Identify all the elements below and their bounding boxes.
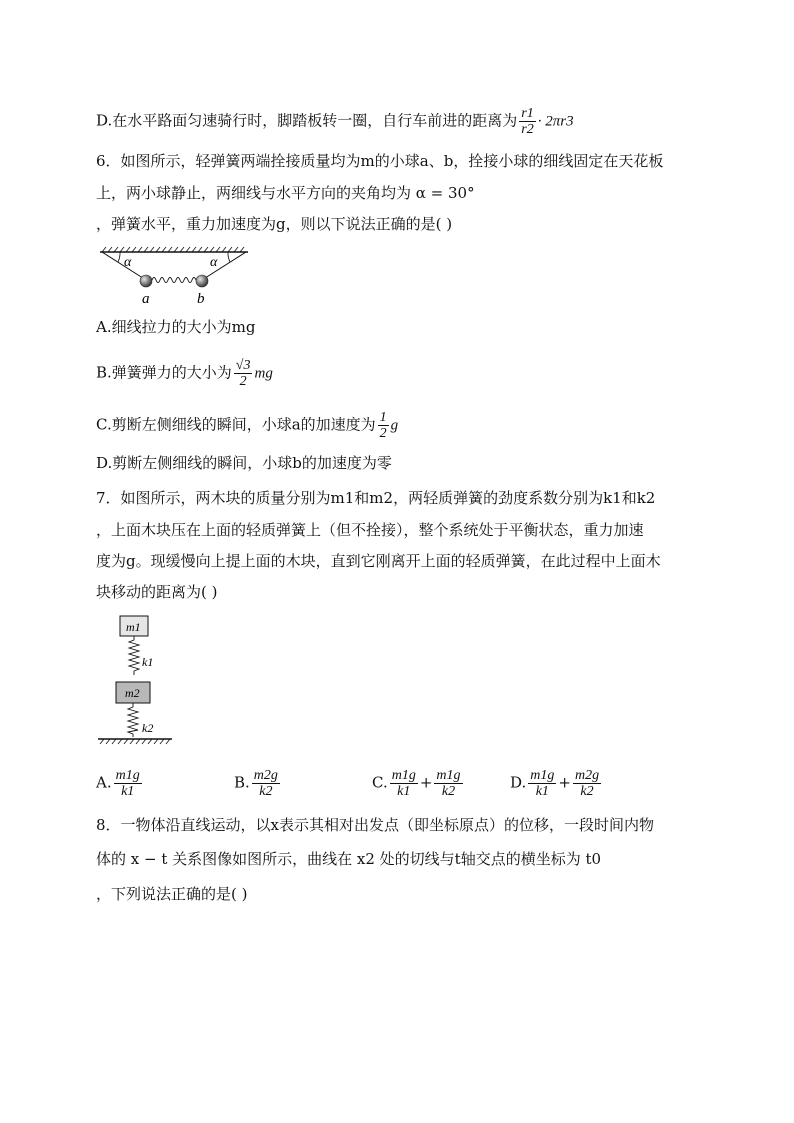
q6-stem-line2: 上，两小球静止，两细线与水平方向的夹角均为 α = 30° (96, 184, 475, 202)
q6-figure (96, 244, 256, 306)
q7-option-d-fraction-2 (573, 768, 601, 799)
plus-sign: + (419, 773, 433, 792)
option-label: B. (234, 773, 250, 792)
fraction-denominator: k2 (441, 784, 456, 799)
fraction-numerator: m1g (530, 768, 555, 783)
angle-left-label: α (124, 255, 132, 270)
q6-option-c-prefix: C.剪断左侧细线的瞬间，小球a的加速度为 (96, 415, 376, 434)
option-label: D. (510, 773, 527, 792)
q7-stem-line3: 度为g。现缓慢向上提上面的木块，直到它刚离开上面的轻质弹簧，在此过程中上面木 (96, 552, 661, 570)
q7-option-d-fraction-1 (528, 768, 556, 799)
q8-stem-line1: 8．一物体沿直线运动，以x表示其相对出发点（即坐标原点）的位移，一段时间内物 (96, 816, 655, 834)
q6-option-b (96, 358, 273, 389)
q6-stem-line3: ，弹簧水平，重力加速度为g，则以下说法正确的是( ) (96, 215, 453, 233)
ball-b (196, 275, 208, 287)
fraction-numerator: √3 (235, 358, 251, 373)
fraction-denominator: k1 (121, 784, 135, 799)
q7-option-c (372, 768, 465, 799)
q6-option-a: A.细线拉力的大小为mg (96, 318, 256, 336)
angle-right-label: α (210, 255, 218, 270)
fraction-denominator: 2 (379, 426, 387, 441)
q7-stem-line1: 7．如图所示，两木块的质量分别为m1和m2，两轻质弹簧的劲度系数分别为k1和k2 (96, 489, 656, 507)
fraction-numerator: m2g (574, 768, 600, 783)
q7-option-a (96, 768, 144, 799)
fraction-numerator: 1 (379, 410, 387, 425)
fraction-denominator: r2 (521, 122, 534, 137)
q6-option-c-suffix: g (390, 417, 399, 434)
q7-option-b-fraction (252, 768, 280, 799)
q6-option-b-prefix: B.弹簧弹力的大小为 (96, 363, 232, 382)
fraction-numerator: m1g (436, 768, 461, 783)
q5-option-d (96, 106, 574, 137)
plus-sign: + (558, 773, 571, 792)
spring-k2 (128, 703, 138, 737)
q7-option-d (510, 768, 603, 799)
ball-a (140, 275, 152, 287)
spring-k1-label: k1 (142, 655, 154, 669)
spring-k2-label: k2 (142, 721, 154, 735)
q5-option-d-fraction (519, 106, 535, 137)
fraction-numerator: m2g (253, 768, 278, 783)
q5-option-d-tail: · 2πr3 (537, 113, 574, 130)
fraction-denominator: k1 (397, 784, 411, 799)
option-label: A. (96, 773, 112, 792)
ball-a-label: a (142, 291, 150, 306)
spring (152, 278, 200, 283)
fraction-denominator: k2 (580, 784, 594, 799)
ceiling-hatch (100, 247, 248, 252)
q6-option-b-suffix: mg (254, 365, 273, 382)
option-label: C. (372, 773, 388, 792)
q7-option-c-fraction-2 (434, 768, 462, 799)
q6-stem-line1: 6．如图所示，轻弹簧两端拴接质量均为m的小球a、b，拴接小球的细线固定在天花板 (96, 152, 664, 170)
ball-b-label: b (197, 291, 205, 306)
fraction-denominator: 2 (239, 374, 247, 389)
q7-option-a-fraction (114, 768, 142, 799)
q6-option-c-fraction (378, 410, 389, 441)
q6-option-c (96, 410, 398, 441)
fraction-denominator: k2 (259, 784, 273, 799)
q7-option-b (234, 768, 282, 799)
q5-option-d-text: D.在水平路面匀速骑行时，脚踏板转一圈，自行车前进的距离为 (96, 111, 518, 130)
q7-option-c-fraction-1 (390, 768, 418, 799)
block-m2-label: m2 (125, 686, 140, 700)
fraction-denominator: k1 (535, 784, 549, 799)
spring-k1 (129, 636, 139, 675)
q8-stem-line2: 体的 x − t 关系图像如图所示，曲线在 x2 处的切线与t轴交点的横坐标为 t0 (96, 850, 602, 868)
fraction-numerator: r1 (521, 106, 534, 121)
q7-stem-line2: ，上面木块压在上面的轻质弹簧上（但不拴接），整个系统处于平衡状态，重力加速 (96, 521, 644, 539)
q6-option-d: D.剪断左侧细线的瞬间，小球b的加速度为零 (96, 454, 392, 472)
fraction-numerator: m1g (115, 768, 140, 783)
right-string (202, 252, 246, 280)
ground-hatch (98, 739, 172, 744)
block-m1-label: m1 (126, 620, 141, 634)
fraction-numerator: m1g (391, 768, 416, 783)
q7-stem-line4: 块移动的距离为( ) (96, 583, 218, 601)
q6-option-b-fraction (234, 358, 253, 389)
q8-stem-line3: ，下列说法正确的是( ) (96, 885, 248, 903)
q7-figure (96, 612, 176, 752)
